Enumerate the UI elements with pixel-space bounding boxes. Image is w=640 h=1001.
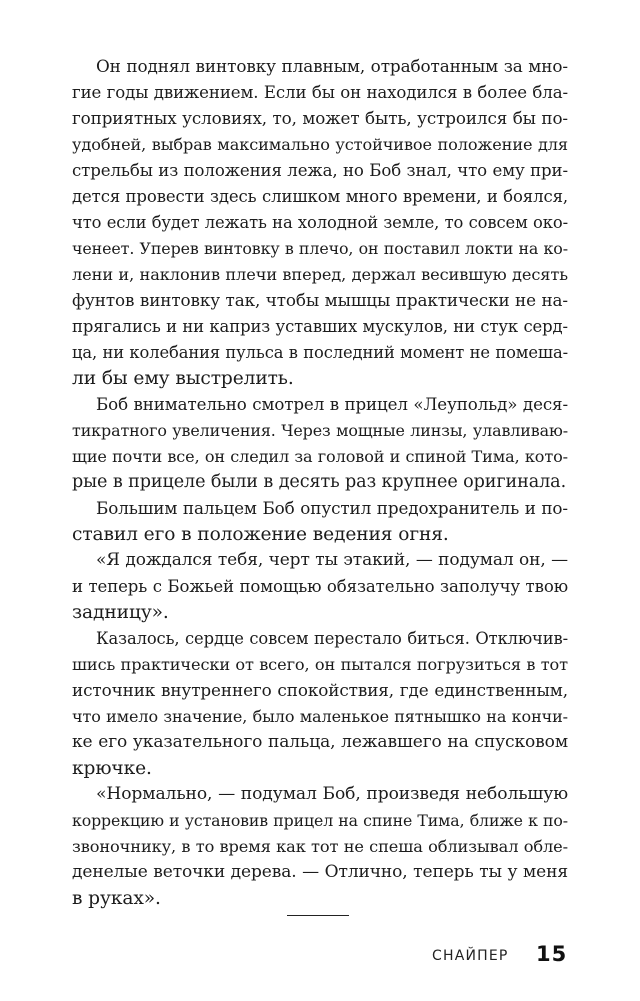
text-line: источник внутреннего спокойствия, где единственным,	[72, 680, 568, 700]
text-line: гие годы движением. Если бы он находился в более бла-	[72, 83, 568, 102]
text-line: рые в прицеле были в десять раз крупнее оригинала.	[72, 472, 567, 492]
text-line: коррекцию и установив прицел на спине Тима, ближе к по-	[72, 811, 568, 830]
text-line: и теперь с Божьей помощью обязательно заполучу твою	[72, 577, 568, 596]
text-line: шись практически от всего, он пытался погрузиться в тот	[72, 655, 568, 674]
text-line: «Я дождался тебя, черт ты этакий, — подумал он, —	[96, 550, 568, 570]
text-line: Он поднял винтовку плавным, отработанным за мно-	[96, 56, 568, 76]
text-line: в руках».	[72, 888, 161, 909]
text-line: ставил его в положение ведения огня.	[72, 524, 449, 545]
text-line: гоприятных условиях, то, может быть, устроился бы по-	[72, 108, 568, 128]
text-line: ли бы ему выстрелить.	[72, 368, 294, 389]
text-line: что если будет лежать на холодной земле, то совсем око-	[72, 213, 568, 232]
text-line: фунтов винтовку так, чтобы мышцы практически не на-	[72, 290, 568, 310]
text-line: лени и, наклонив плечи вперед, держал весившую десять	[72, 265, 568, 284]
section-divider	[287, 915, 349, 916]
text-line: крючке.	[72, 758, 152, 779]
text-line: звоночнику, в то время как тот не спеша облизывал обле-	[72, 837, 568, 856]
text-line: Большим пальцем Боб опустил предохранитель и по-	[96, 498, 568, 518]
text-line: стрельбы из положения лежа, но Боб знал, что ему при-	[72, 161, 568, 180]
text-line: щие почти все, он следил за головой и спиной Тима, кото-	[72, 447, 568, 466]
text-line: задницу».	[72, 602, 169, 623]
text-line: «Нормально, — подумал Боб, произведя небольшую	[96, 784, 568, 804]
text-line: Боб внимательно смотрел в прицел «Леупольд» деся-	[96, 395, 568, 414]
text-line: ке его указательного пальца, лежавшего на спусковом	[72, 732, 568, 752]
text-line: удобней, выбрав максимально устойчивое положение для	[72, 135, 568, 154]
text-line: ченеет. Уперев винтовку в плечо, он поставил локти на ко-	[72, 239, 568, 258]
text-line: дется провести здесь слишком много времени, и боялся,	[72, 187, 568, 206]
text-line: тикратного увеличения. Через мощные линзы, улавливаю-	[72, 421, 568, 440]
text-line: денелые веточки дерева. — Отлично, теперь ты у меня	[72, 862, 568, 882]
text-line: ца, ни колебания пульса в последний момент не помеша-	[72, 343, 568, 362]
text-line: Казалось, сердце совсем перестало биться. Отключив-	[96, 629, 568, 648]
running-title: СНАЙПЕР	[432, 948, 509, 964]
text-line: прягались и ни каприз уставших мускулов, ни стук серд-	[72, 317, 568, 336]
page-number: 15	[536, 942, 568, 966]
text-line: что имело значение, было маленькое пятнышко на кончи-	[72, 707, 568, 726]
